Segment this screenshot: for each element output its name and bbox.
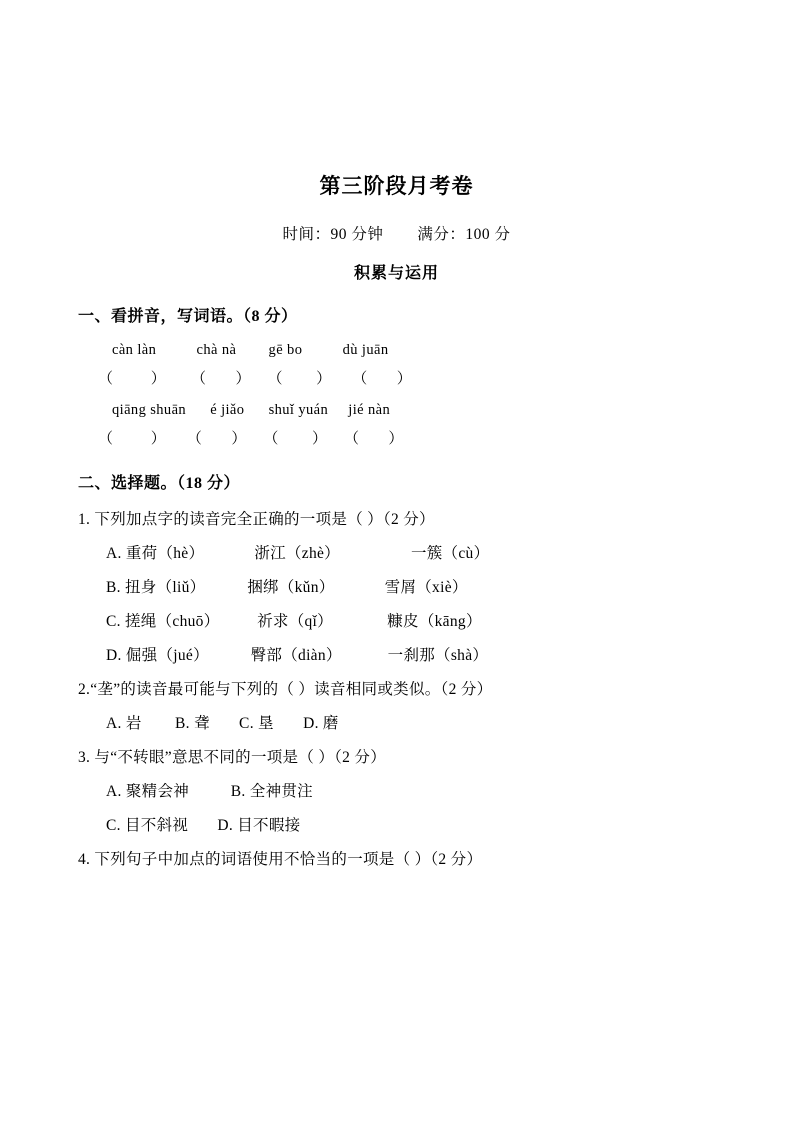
section-heading: 积累与运用 [353, 265, 439, 282]
page-title: 第三阶段月考卷 [319, 174, 474, 198]
question-item-3-stem: 3. 与“不转眼”意思不同的一项是（ ）（2 分） [78, 749, 387, 766]
question-item-4-stem: 4. 下列句子中加点的词语使用不恰当的一项是（ ）（2 分） [78, 851, 483, 868]
pinyin-row-2: qiāng shuān é jiǎo shuǐ yuán jié nàn [112, 402, 391, 418]
exam-total-score: 满分：100 分 [417, 226, 511, 243]
question-item-3-option-cd[interactable]: C. 目不斜视 D. 目不暇接 [106, 817, 301, 834]
pinyin-row-1: càn làn chà nà gē bo dù juān [112, 342, 389, 358]
question-1-heading: 一、看拼音，写词语。（8 分） [78, 308, 298, 325]
answer-brackets-row-2[interactable]: （ ） （ ） （ ） （ ） [98, 431, 404, 447]
exam-meta [78, 222, 715, 244]
exam-time: 时间：90 分钟 [282, 226, 384, 243]
question-item-2-options[interactable]: A. 岩 B. 聋 C. 垦 D. 磨 [106, 715, 339, 732]
question-item-1-option-a[interactable]: A. 重荷（hè） 浙江（zhè） 一簇（cù） [106, 545, 490, 562]
question-item-2-stem: 2.“垄”的读音最可能与下列的（ ）读音相同或类似。（2 分） [78, 681, 493, 698]
question-item-1-stem: 1. 下列加点字的读音完全正确的一项是（ ）（2 分） [78, 511, 435, 528]
question-item-1-option-b[interactable]: B. 扭身（liǔ） 捆绑（kǔn） 雪屑（xiè） [106, 579, 468, 596]
question-item-1-option-d[interactable]: D. 倔强（jué） 臀部（diàn） 一刹那（shà） [106, 647, 489, 664]
question-2-heading: 二、选择题。（18 分） [78, 475, 241, 492]
question-item-1-option-c[interactable]: C. 搓绳（chuō） 祈求（qǐ） 糠皮（kāng） [106, 613, 482, 630]
answer-brackets-row-1[interactable]: （ ） （ ） （ ） （ ） [98, 371, 413, 387]
question-item-3-option-ab[interactable]: A. 聚精会神 B. 全神贯注 [106, 783, 313, 800]
